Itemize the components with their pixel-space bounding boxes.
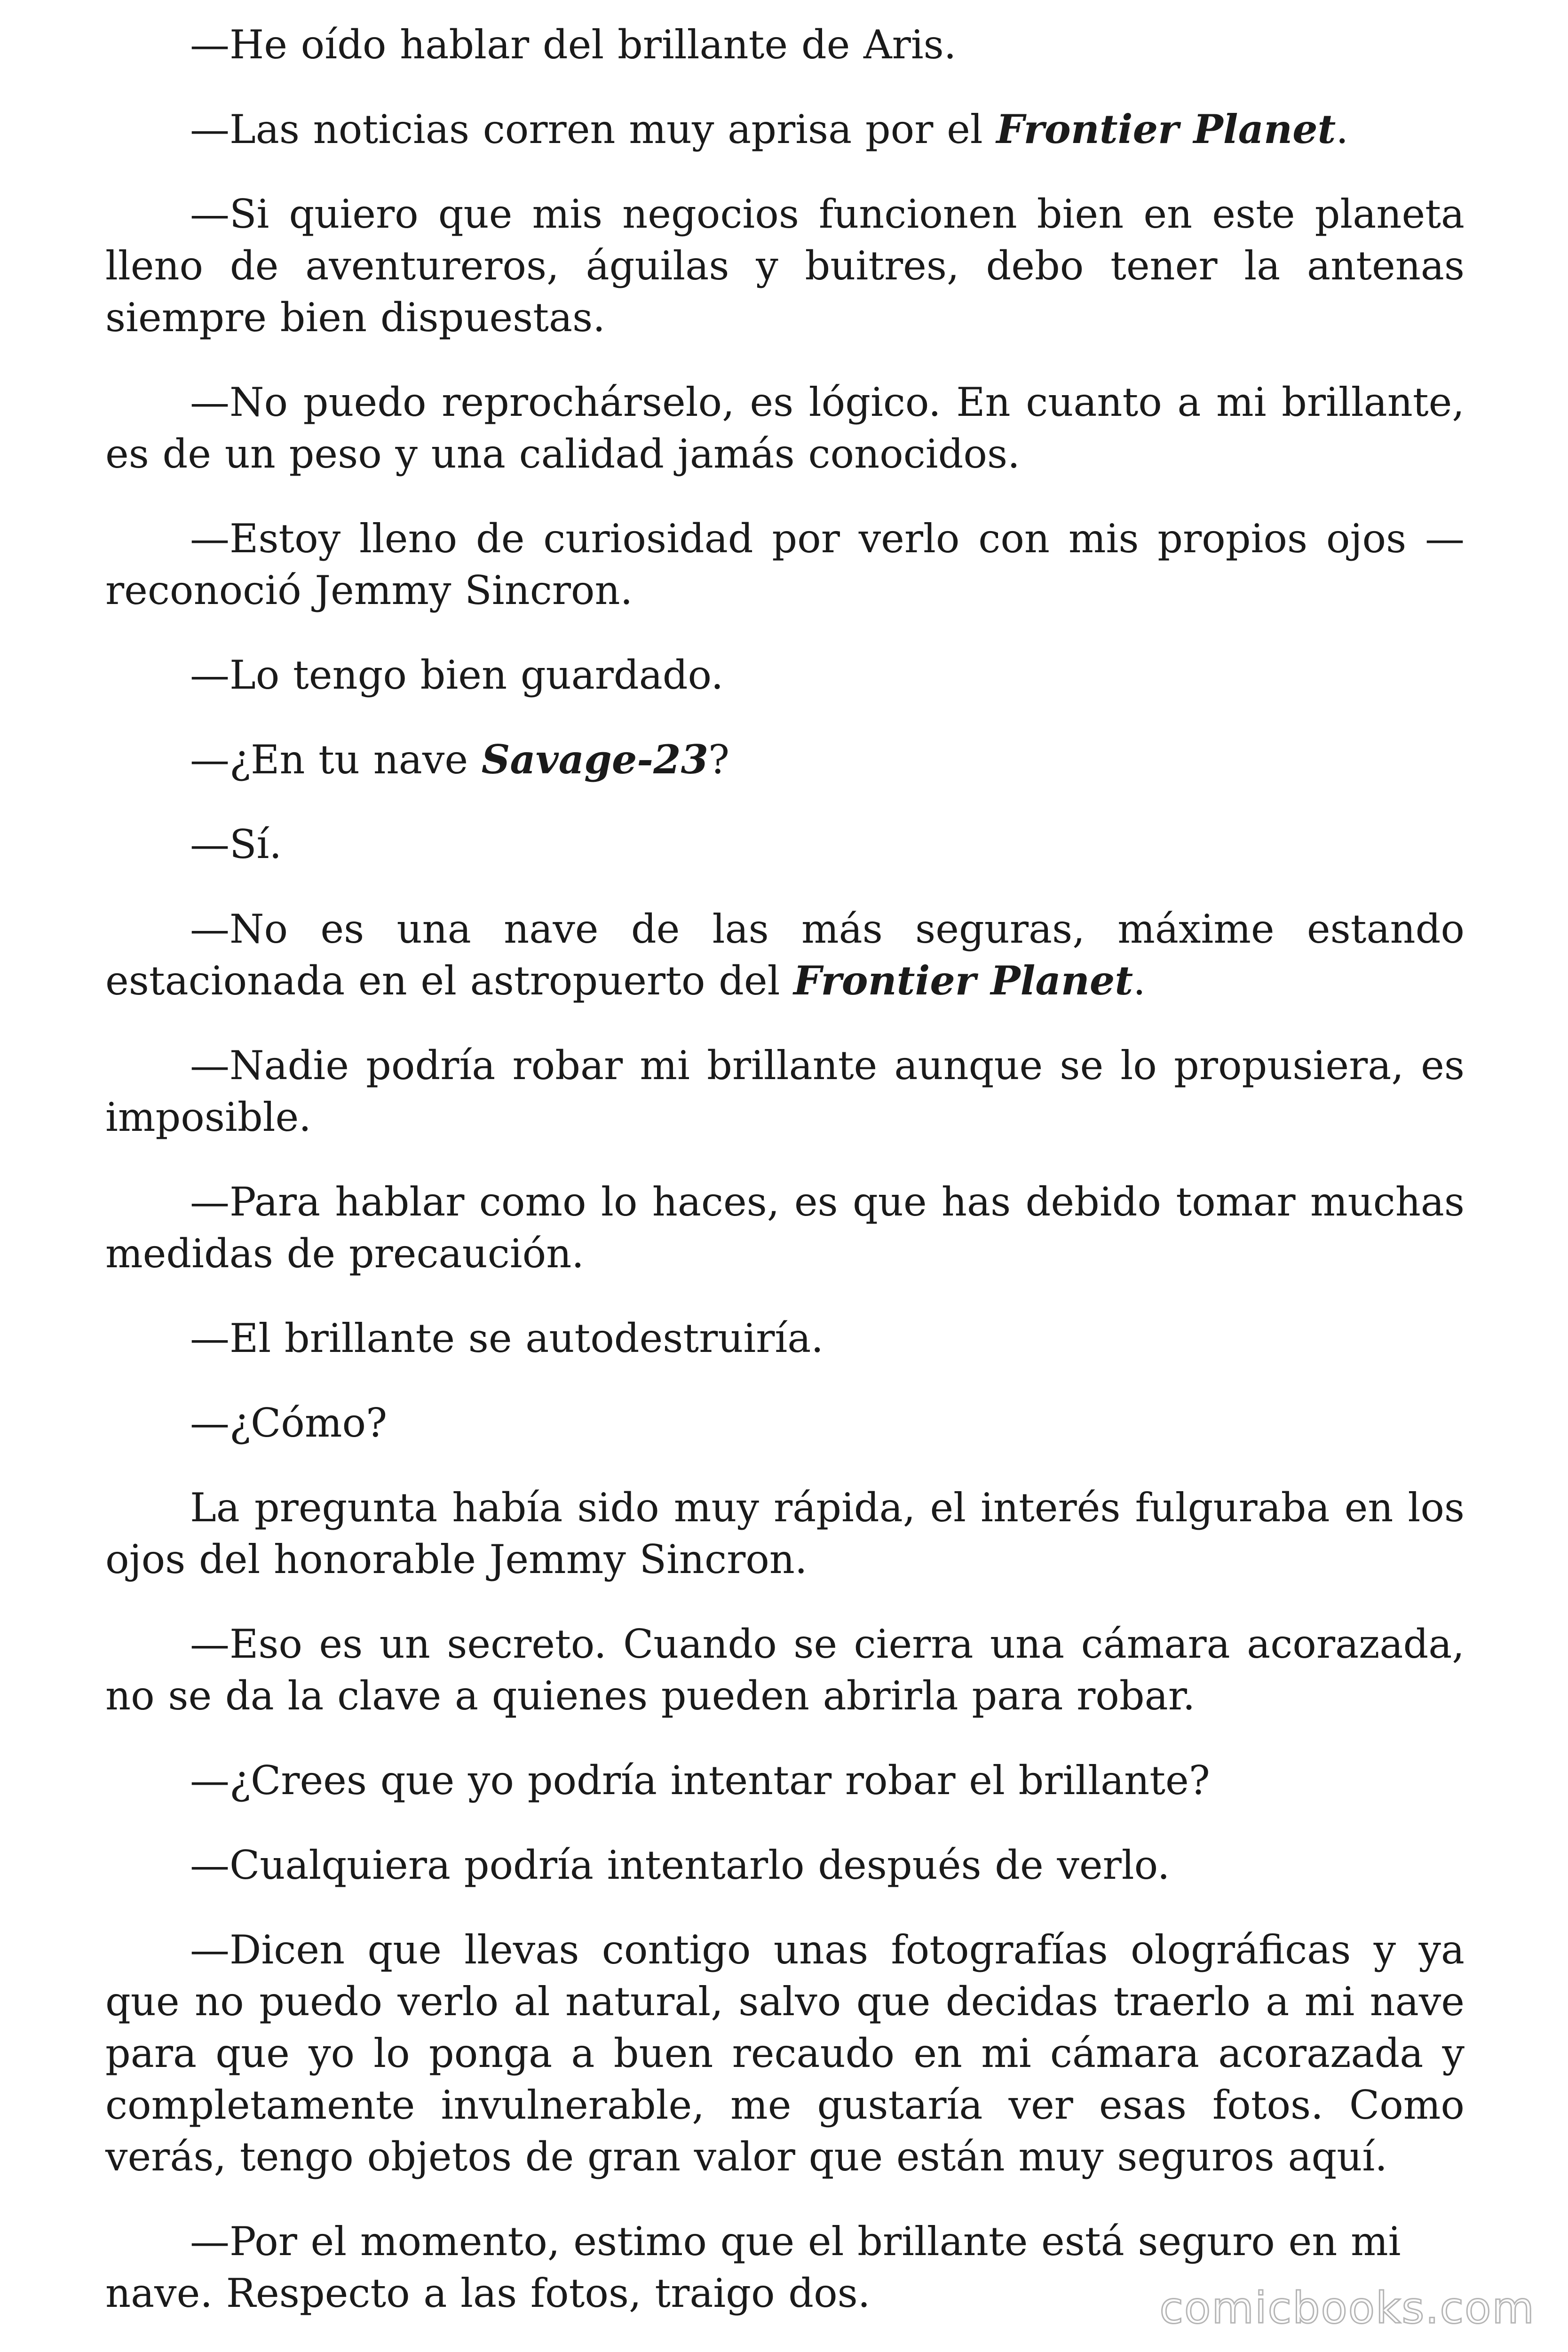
paragraph-12: —El brillante se autodestruiría. <box>190 1315 824 1361</box>
paragraph-2 <box>105 103 1465 155</box>
paragraph-4: —No puedo reprochárselo, es lógico. En cuanto a mi brillante, es de un peso y una calidad jamás conocidos. <box>105 379 1465 477</box>
paragraph-7 <box>105 734 1465 786</box>
paragraph-7-end: ? <box>708 737 730 783</box>
paragraph-6: —Lo tengo bien guardado. <box>190 652 724 698</box>
watermark: comicbooks.com <box>1159 2283 1535 2333</box>
paragraph-5: —Estoy lleno de curiosidad por verlo con mis propios ojos — reconoció Jemmy Sincron. <box>105 516 1465 613</box>
paragraph-9-end: . <box>1133 958 1146 1004</box>
paragraph-19: —Por el momento, estimo que el brillante está seguro en mi nave. Respecto a las fotos, traigo dos. <box>105 2218 1401 2316</box>
ship-name-frontier-planet-2: Frontier Planet <box>793 957 1133 1004</box>
paragraph-9 <box>105 903 1465 1007</box>
paragraph-13: —¿Cómo? <box>190 1400 388 1446</box>
ship-name-savage-23: Savage-23 <box>481 736 709 783</box>
paragraph-2-end: . <box>1336 106 1349 152</box>
paragraph-3: —Si quiero que mis negocios funcionen bien en este planeta lleno de aventureros, águilas y buitres, debo tener la antenas siempre bien dispuestas. <box>105 191 1465 341</box>
paragraph-11: —Para hablar como lo haces, es que has debido tomar muchas medidas de precaución. <box>105 1179 1465 1277</box>
paragraph-7-text: —¿En tu nave <box>190 737 482 783</box>
paragraph-10: —Nadie podría robar mi brillante aunque se lo propusiera, es imposible. <box>105 1042 1465 1140</box>
paragraph-14: La pregunta había sido muy rápida, el interés fulguraba en los ojos del honorable Jemmy Sincron. <box>105 1485 1465 1582</box>
paragraph-9-text: —No es una nave de las más seguras, máxime estando estacionada en el astropuerto del <box>105 906 1465 1004</box>
ship-name-frontier-planet: Frontier Planet <box>996 106 1336 152</box>
book-page <box>105 19 1465 2352</box>
paragraph-15: —Eso es un secreto. Cuando se cierra una cámara acorazada, no se da la clave a quienes pueden abrirla para robar. <box>105 1621 1465 1719</box>
paragraph-17: —Cualquiera podría intentarlo después de verlo. <box>190 1842 1170 1888</box>
paragraph-16: —¿Crees que yo podría intentar robar el brillante? <box>190 1757 1210 1804</box>
paragraph-1: —He oído hablar del brillante de Aris. <box>190 22 957 68</box>
paragraph-8: —Sí. <box>190 821 282 867</box>
paragraph-18: —Dicen que llevas contigo unas fotografías olográficas y ya que no puedo verlo al natural, salvo que decidas traerlo a mi nave para que yo lo ponga a buen recaudo en mi cámara acorazada y completamente invulnerable, me gustaría ver esas fotos. Como verás, tengo objetos de gran valor que están muy seguros aquí. <box>105 1927 1465 2180</box>
paragraph-2-text: —Las noticias corren muy aprisa por el <box>190 106 997 152</box>
